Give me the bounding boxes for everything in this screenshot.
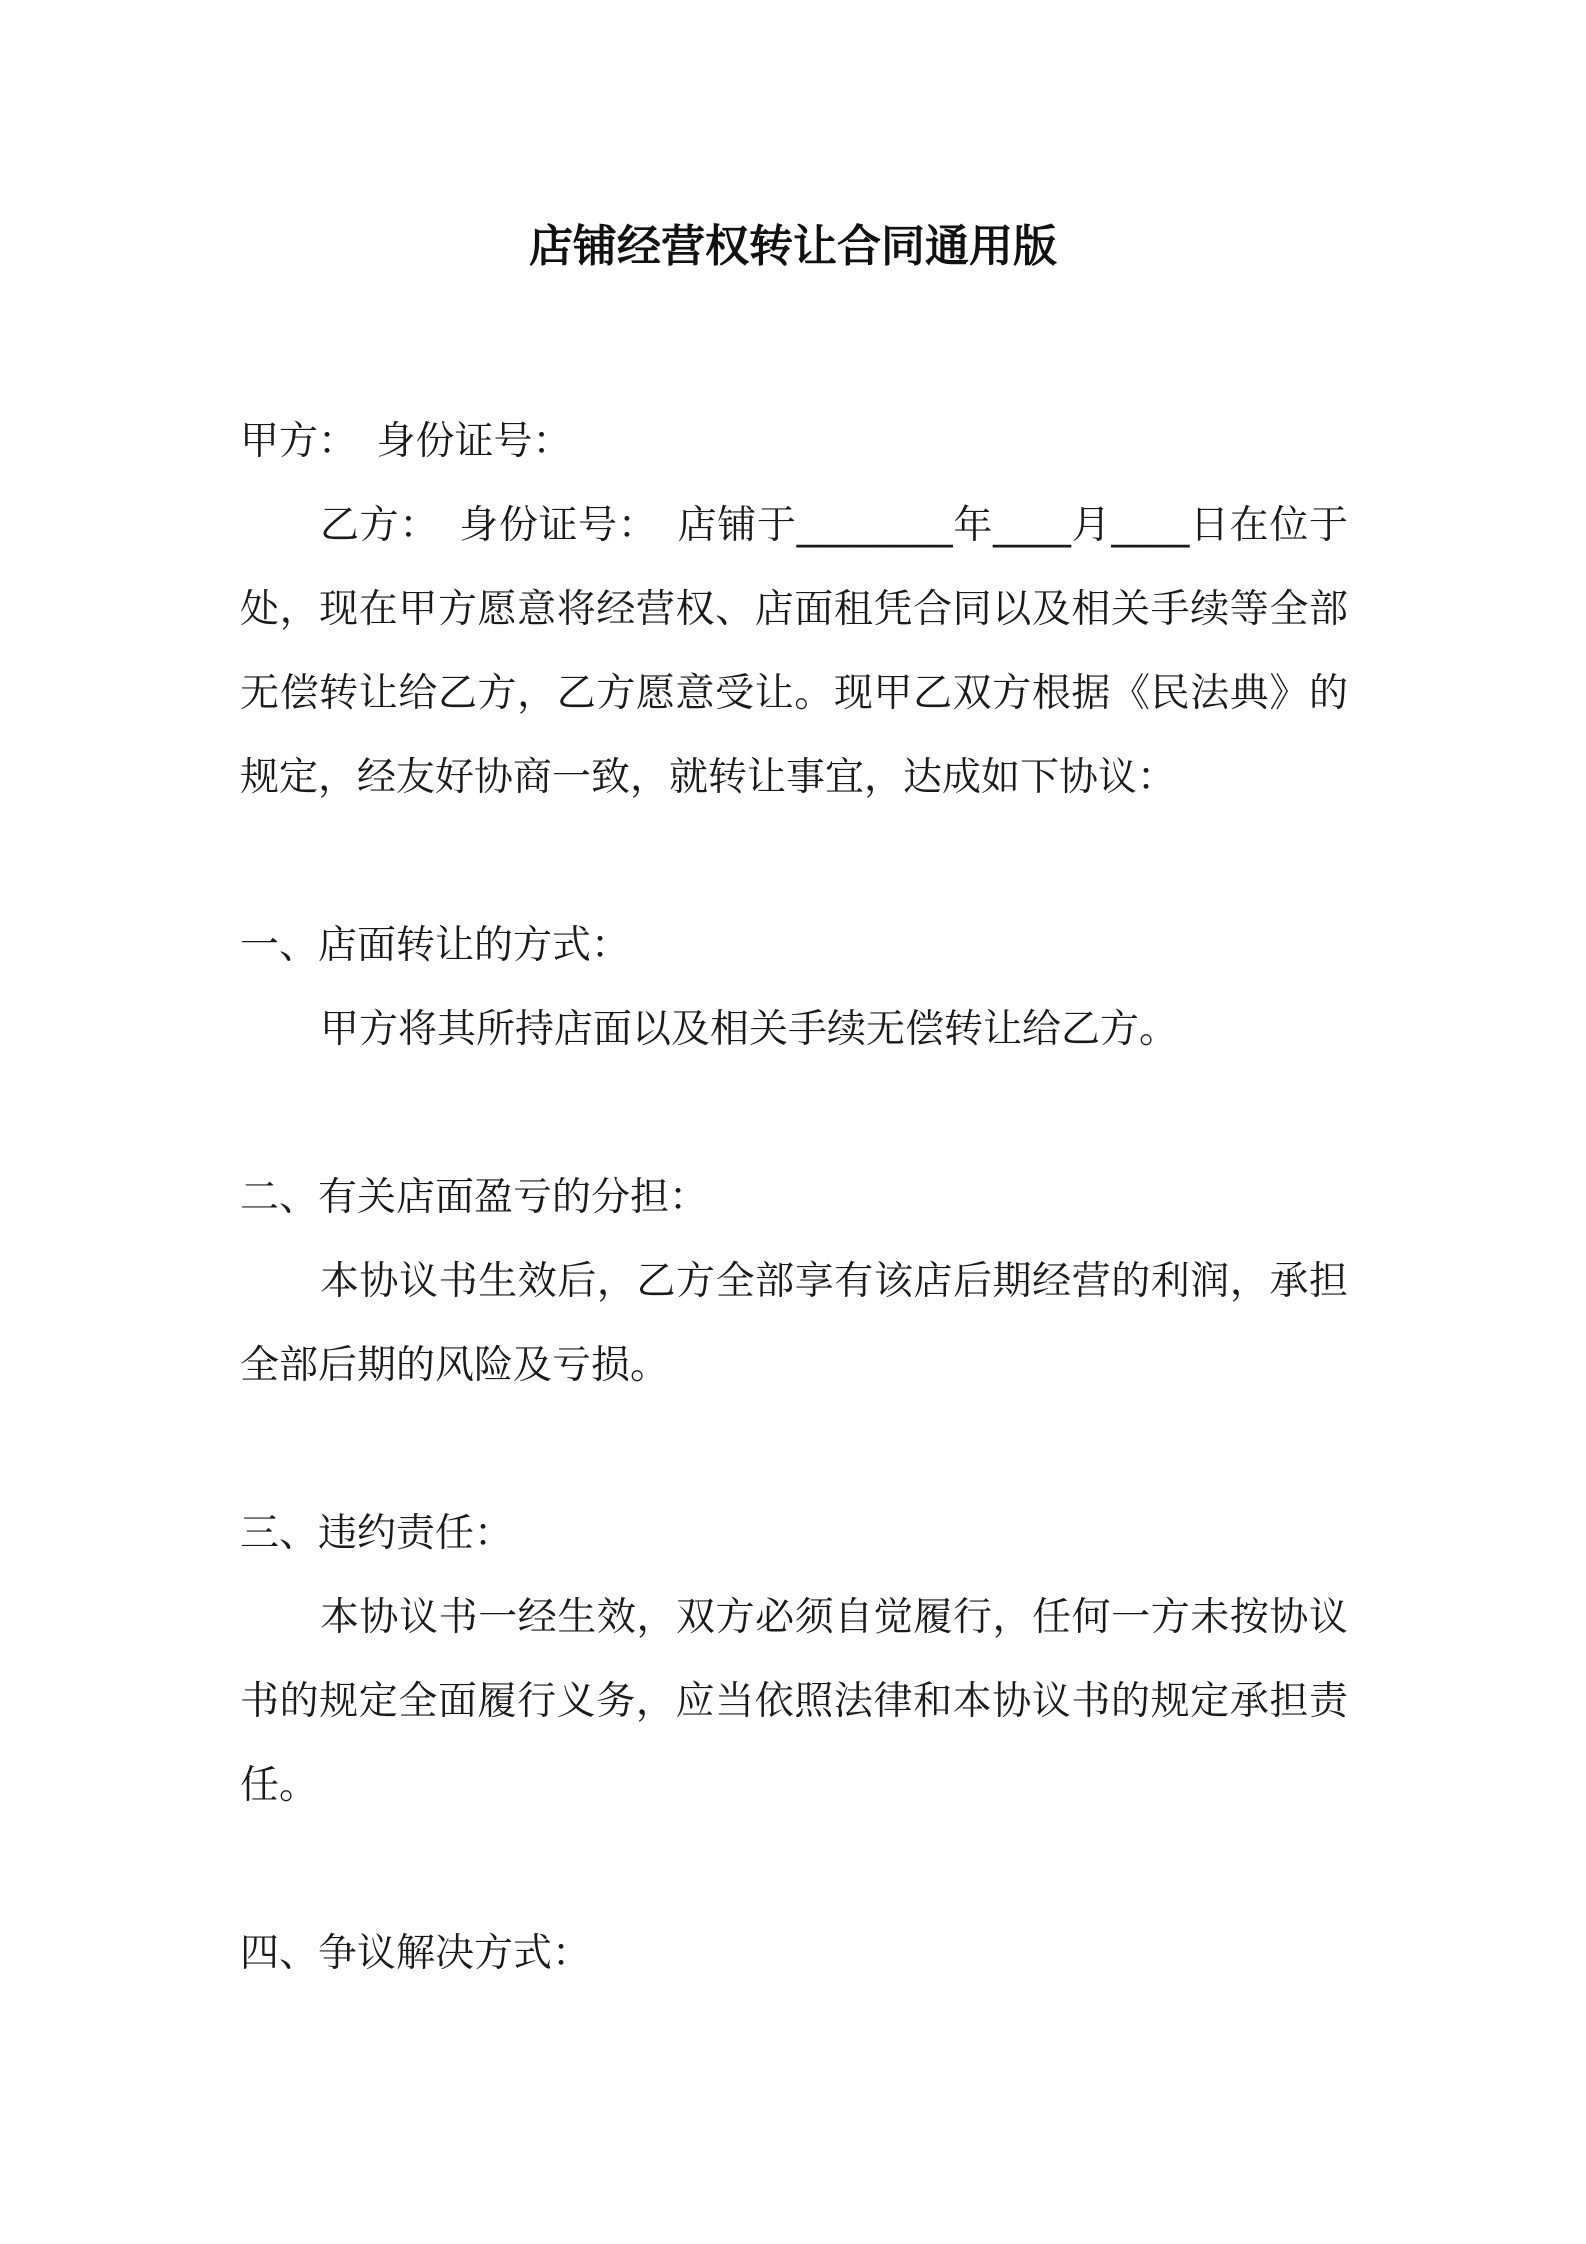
section-heading-4: 四、争议解决方式： (240, 1931, 592, 1976)
section-heading-3: 三、违约责任： (240, 1511, 514, 1556)
spacer (240, 1828, 1348, 1912)
spacer (240, 1408, 1348, 1492)
intro-paragraph: 乙方： 身份证号： 店铺于________年____月____日在位于 处，现在甲方愿意将经营权、店面租凭合同以及相关手续等全部无偿转让给乙方，乙方愿意受让。现甲乙双方根据《民法典》的规定，经友好协商一致，就转让事宜，达成如下协议： (240, 503, 1388, 800)
section-text-2: 本协议书生效后，乙方全部享有该店后期经营的利润，承担全部后期的风险及亏损。 (240, 1259, 1348, 1388)
document-body (240, 400, 1388, 1996)
party-a-line: 甲方： 身份证号： (240, 419, 572, 464)
section-heading-2: 二、有关店面盈亏的分担： (240, 1175, 709, 1220)
section-heading-1: 一、店面转让的方式： (240, 923, 631, 968)
spacer (240, 1072, 1348, 1156)
section-text-1: 甲方将其所持店面以及相关手续无偿转让给乙方。 (320, 1007, 1179, 1052)
spacer (240, 820, 1348, 904)
document-title: 店铺经营权转让合同通用版 (529, 221, 1057, 272)
section-text-3: 本协议书一经生效，双方必须自觉履行，任何一方未按协议书的规定全面履行义务，应当依照法律和本协议书的规定承担责任。 (240, 1595, 1348, 1808)
